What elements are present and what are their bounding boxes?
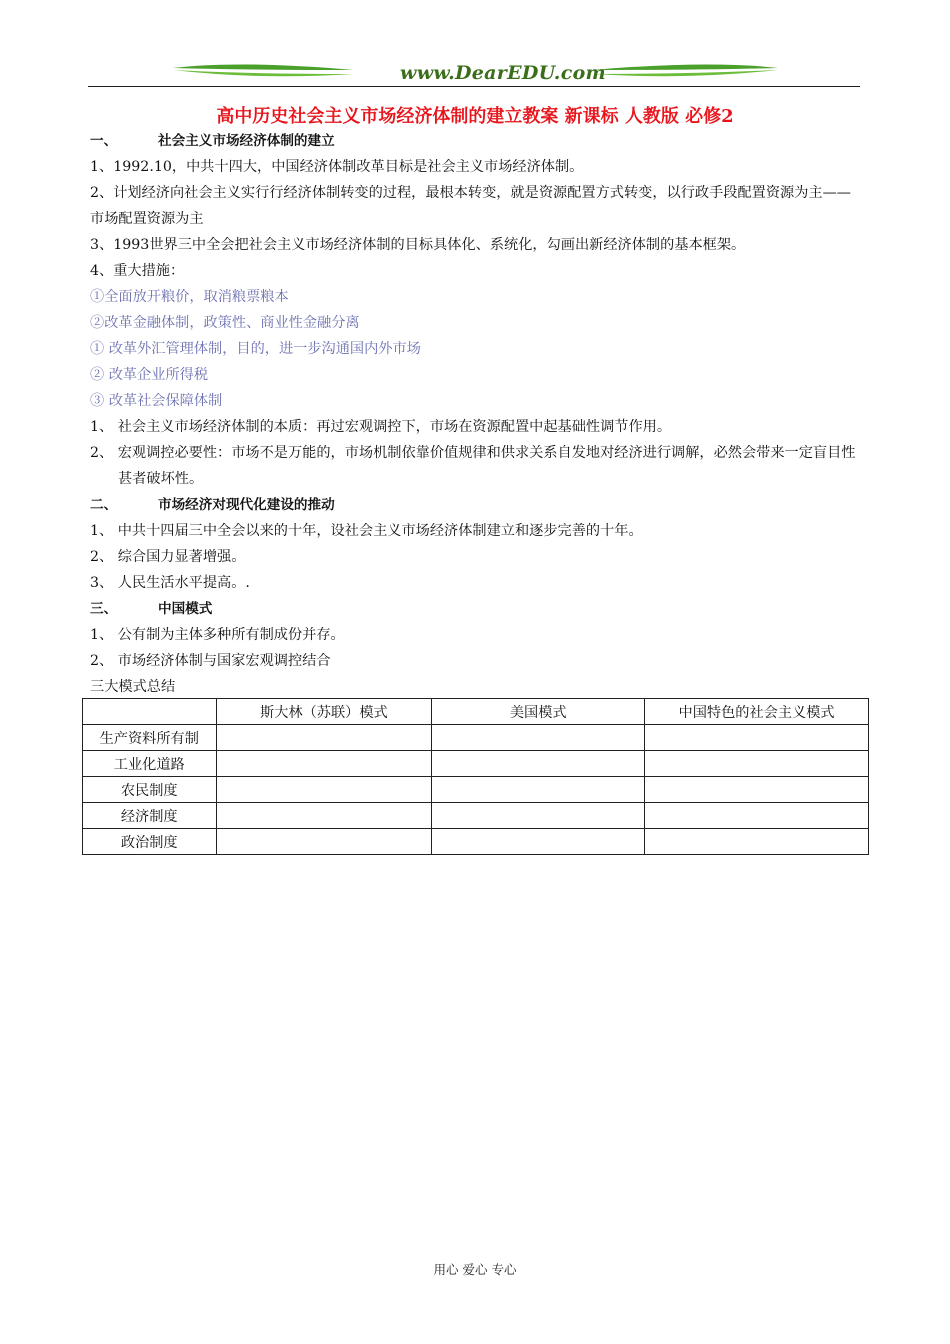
measure-item: ① 改革外汇管理体制，目的，进一步沟通国内外市场	[90, 341, 421, 357]
site-logo-text: www.DearEDU.com	[400, 62, 606, 84]
section-2-item: 2、 综合国力显著增强。	[90, 549, 246, 565]
section-3-item: 2、 市场经济体制与国家宏观调控结合	[90, 653, 331, 669]
section-1-item: 4、重大措施：	[90, 263, 185, 279]
table-row	[83, 751, 869, 777]
section-2-item: 3、 人民生活水平提高。.	[90, 575, 250, 591]
section-3-title: 中国模式	[158, 601, 213, 617]
header-divider	[88, 86, 860, 87]
section-2-item: 1、 中共十四届三中全会以来的十年，设社会主义市场经济体制建立和逐步完善的十年。	[90, 523, 643, 539]
table-header-cell	[83, 699, 217, 725]
table-cell	[216, 777, 432, 803]
measure-item: ②改革金融体制，政策性、商业性金融分离	[90, 315, 360, 331]
model-comparison-table	[82, 698, 869, 855]
table-cell	[432, 725, 645, 751]
site-header	[88, 58, 860, 98]
summary-table-label: 三大模式总结	[90, 679, 176, 695]
section-1-item: 1、1992.10，中共十四大，中国经济体制改革目标是社会主义市场经济体制。	[90, 159, 584, 175]
table-row	[83, 829, 869, 855]
row-label: 农民制度	[83, 777, 217, 803]
section-1-title: 社会主义市场经济体制的建立	[158, 133, 335, 149]
section-3-number: 三、	[90, 601, 118, 617]
section-1-number: 一、	[90, 133, 118, 149]
page-footer: 用心 爱心 专心	[433, 1262, 517, 1277]
section-3-heading	[90, 596, 862, 622]
table-cell	[432, 829, 645, 855]
section-2-title: 市场经济对现代化建设的推动	[158, 497, 335, 513]
table-cell	[432, 751, 645, 777]
page-title: 高中历史社会主义市场经济体制的建立教案 新课标 人教版 必修2	[216, 106, 734, 127]
table-header-cell: 中国特色的社会主义模式	[645, 699, 869, 725]
section-2-number: 二、	[90, 497, 118, 513]
measure-item: ①全面放开粮价，取消粮票粮本	[90, 289, 289, 305]
section-2-heading	[90, 492, 862, 518]
document-body	[90, 128, 862, 700]
table-row	[83, 803, 869, 829]
measure-item: ③ 改革社会保障体制	[90, 393, 223, 409]
table-cell	[645, 803, 869, 829]
table-cell	[216, 751, 432, 777]
table-cell	[216, 725, 432, 751]
section-1-item: 2、计划经济向社会主义实行行经济体制转变的过程，最根本转变，就是资源配置方式转变，以行政手段配置资源为主——市场配置资源为主	[90, 185, 851, 227]
section-1-point: 1、 社会主义市场经济体制的本质：再过宏观调控下，市场在资源配置中起基础性调节作用。	[90, 419, 672, 435]
table-cell	[645, 725, 869, 751]
section-1-item: 3、1993世界三中全会把社会主义市场经济体制的目标具体化、系统化，勾画出新经济体制的基本框架。	[90, 237, 746, 253]
section-3-item: 1、 公有制为主体多种所有制成份并存。	[90, 627, 345, 643]
table-cell	[645, 829, 869, 855]
table-header-row	[83, 699, 869, 725]
row-label: 工业化道路	[83, 751, 217, 777]
row-label: 经济制度	[83, 803, 217, 829]
table-row	[83, 777, 869, 803]
section-1-point: 2、 宏观调控必要性：市场不是万能的，市场机制依靠价值规律和供求关系自发地对经济进行调解，必然会带来一定盲目性甚者破坏性。	[90, 445, 856, 487]
row-label: 政治制度	[83, 829, 217, 855]
section-1-heading	[90, 128, 862, 154]
table-header-cell: 美国模式	[432, 699, 645, 725]
table-row	[83, 725, 869, 751]
table-cell	[645, 751, 869, 777]
table-cell	[432, 777, 645, 803]
table-cell	[645, 777, 869, 803]
table-cell	[432, 803, 645, 829]
table-cell	[216, 803, 432, 829]
table-cell	[216, 829, 432, 855]
measure-item: ② 改革企业所得税	[90, 367, 209, 383]
table-header-cell: 斯大林（苏联）模式	[216, 699, 432, 725]
row-label: 生产资料所有制	[83, 725, 217, 751]
